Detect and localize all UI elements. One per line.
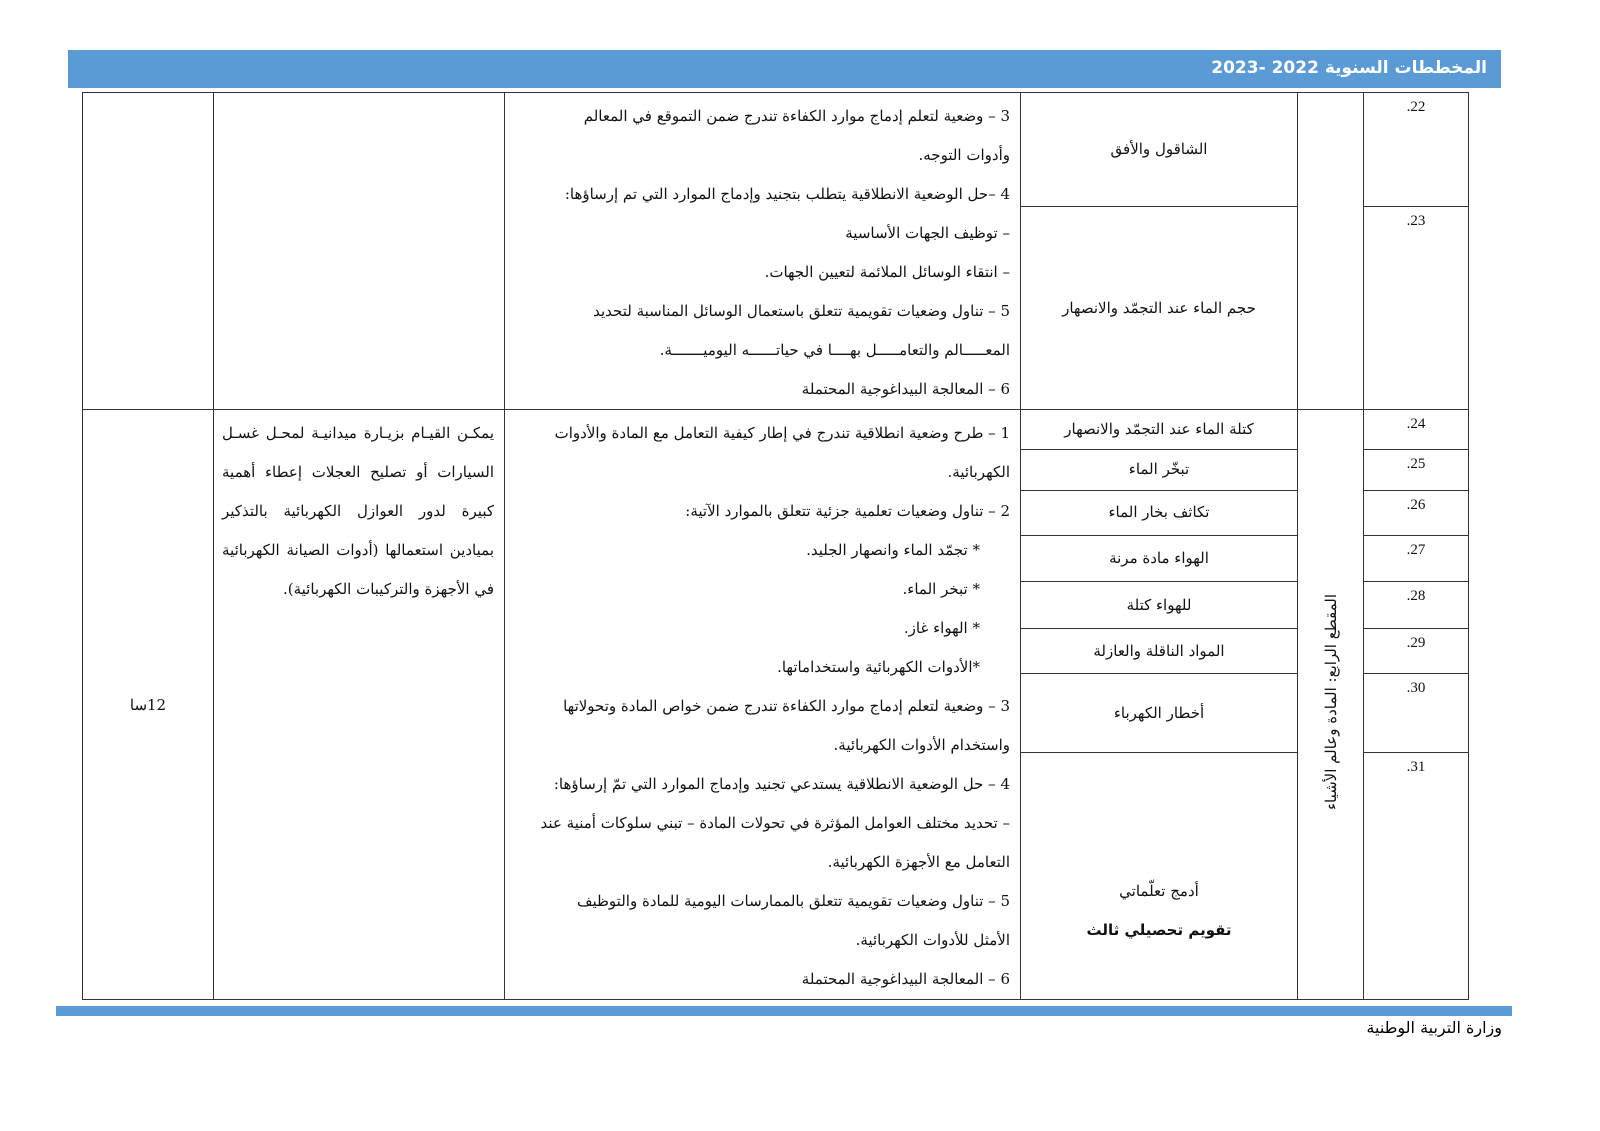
activity-line: – انتقاء الوسائل الملائمة لتعيين الجهات. [764, 263, 1010, 281]
activity-line: *الأدوات الكهربائية واستخداماتها. [777, 658, 980, 676]
notes-cell: يمكـن القيـام بزيـارة ميدانيـة لمحـل غسـل السيارات أو تصليح العجلات إعطاء أهمية كبيرة لدور العوازل الكهربائية بالتذكير بميادين استعمالها (أدوات الصيانة الكهربائية في الأجهزة والتركيبات الكهربائية). [214, 410, 505, 1000]
lesson-number: 24. [1364, 410, 1469, 450]
activity-line: 3 – وضعية لتعلم إدماج موارد الكفاءة تندرج ضمن التموقع في المعالم [583, 107, 1010, 125]
time-allocation: 12سا [83, 410, 214, 1000]
lesson-topic: الهواء مادة مرنة [1021, 536, 1298, 582]
annual-plan-table [82, 92, 1469, 1000]
lesson-topic: المواد الناقلة والعازلة [1021, 628, 1298, 673]
lesson-number: 30. [1364, 674, 1469, 753]
lesson-number: 31. [1364, 752, 1469, 999]
lesson-topic: تبخّر الماء [1021, 450, 1298, 490]
activity-line: 4 –حل الوضعية الانطلاقية يتطلب بتجنيد وإدماج الموارد التي تم إرساؤها: [564, 185, 1010, 203]
activity-line: * تبخر الماء. [902, 580, 980, 598]
lesson-number: 29. [1364, 628, 1469, 673]
activity-line: 4 – حل الوضعية الانطلاقية يستدعي تجنيد وإدماج الموارد التي تمّ إرساؤها: [553, 775, 1010, 793]
activity-line: المعـــــالم والتعامـــــل بهــــا في حياتــــــه اليوميـــــــة. [659, 341, 1010, 359]
section-cell-empty [1298, 93, 1364, 410]
activity-line: 5 – تناول وضعيات تقويمية تتعلق بالممارسات اليومية للمادة والتوظيف [576, 892, 1010, 910]
section-cell [1298, 410, 1364, 1000]
lesson-number: 28. [1364, 582, 1469, 628]
activity-line: 3 – وضعية لتعلم إدماج موارد الكفاءة تندرج ضمن خواص المادة وتحولاتها [563, 697, 1010, 715]
activity-line: – توظيف الجهات الأساسية [845, 224, 1010, 242]
activities-cell [505, 410, 1021, 1000]
section-title: المقطع الرابع: المادة وعالم الأشياء [1321, 594, 1340, 811]
activity-line: * الهواء غاز. [903, 619, 980, 637]
activity-line: التعامل مع الأجهزة الكهربائية. [827, 853, 1010, 871]
footer-bar [56, 1006, 1512, 1016]
table-row [83, 93, 1469, 207]
document-header-bar [68, 50, 1501, 88]
lesson-topic [1021, 752, 1298, 999]
lesson-topic: للهواء كتلة [1021, 582, 1298, 628]
activities-cell [505, 93, 1021, 410]
assessment-label: تقويم تحصيلي ثالث [1086, 920, 1232, 939]
lesson-topic: كتلة الماء عند التجمّد والانصهار [1021, 410, 1298, 450]
time-cell-empty [83, 93, 214, 410]
lesson-number: 23. [1364, 207, 1469, 410]
lesson-topic: حجم الماء عند التجمّد والانصهار [1021, 207, 1298, 410]
notes-cell-empty [214, 93, 505, 410]
activity-line: 1 – طرح وضعية انطلاقية تندرج في إطار كيفية التعامل مع المادة والأدوات [554, 424, 1010, 442]
activity-line: – تحديد مختلف العوامل المؤثرة في تحولات المادة – تبني سلوكات أمنية عند [540, 814, 1010, 832]
activity-line: 6 – المعالجة البيداغوجية المحتملة [801, 380, 1010, 398]
activity-line: 6 – المعالجة البيداغوجية المحتملة [801, 970, 1010, 988]
activity-line: الأمثل للأدوات الكهربائية. [855, 931, 1010, 949]
table-row [83, 410, 1469, 450]
activity-line: * تجمّد الماء وانصهار الجليد. [806, 541, 980, 559]
ministry-name: وزارة التربية الوطنية [1366, 1018, 1502, 1037]
integration-label: أدمج تعلّماتي [1119, 881, 1199, 900]
lesson-topic: تكاثف بخار الماء [1021, 490, 1298, 535]
lesson-topic: الشاقول والأفق [1021, 93, 1298, 207]
activity-line: وأدوات التوجه. [918, 146, 1010, 164]
activity-line: واستخدام الأدوات الكهربائية. [833, 736, 1010, 754]
activity-line: 5 – تناول وضعيات تقويمية تتعلق باستعمال الوسائل المناسبة لتحديد [593, 302, 1010, 320]
activity-line: 2 – تناول وضعيات تعلمية جزئية تتعلق بالموارد الآتية: [685, 502, 1010, 520]
lesson-number: 26. [1364, 490, 1469, 535]
activity-line: الكهربائية. [947, 463, 1010, 481]
lesson-number: 27. [1364, 536, 1469, 582]
lesson-topic: أخطار الكهرباء [1021, 674, 1298, 753]
lesson-number: 22. [1364, 93, 1469, 207]
lesson-number: 25. [1364, 450, 1469, 490]
document-title: المخططات السنوية 2022 -2023 [1211, 58, 1487, 78]
